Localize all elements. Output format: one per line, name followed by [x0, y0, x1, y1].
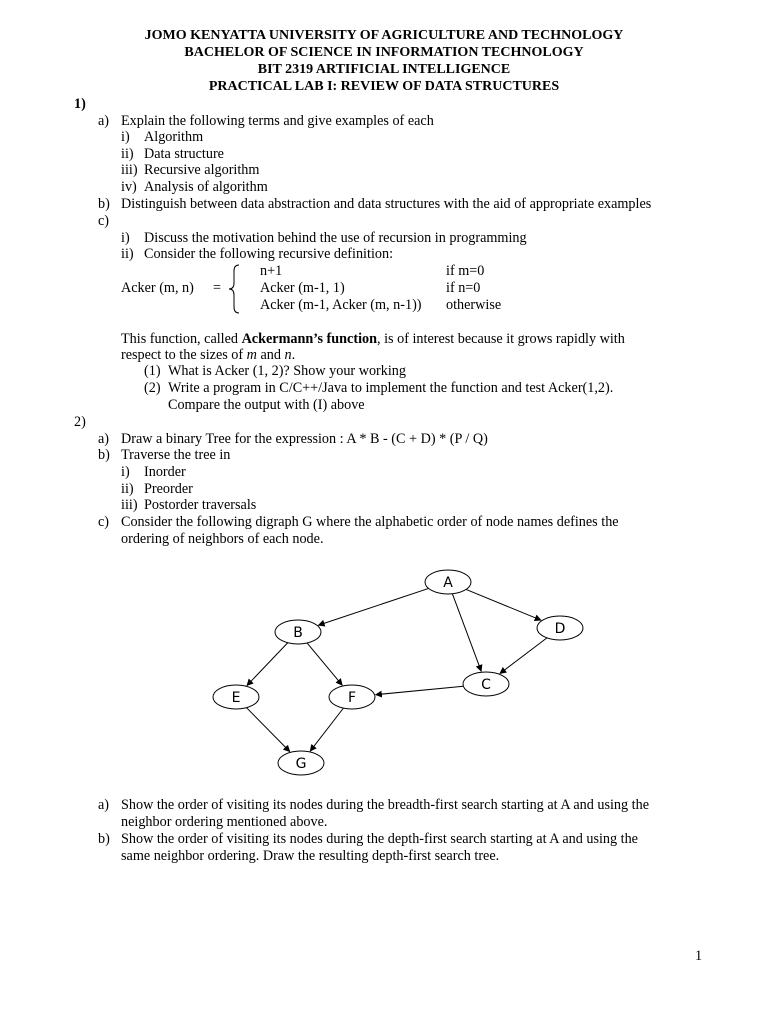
graph-edge-b-f [307, 643, 342, 685]
graph-node-label: C [481, 677, 491, 693]
ackermann-paragraph-line2: respect to the sizes of m and n. [121, 347, 296, 363]
q2c-marker: c) [98, 514, 110, 530]
q2c-text-line2: ordering of neighbors of each node. [121, 531, 324, 547]
definition-equals: = [213, 280, 222, 296]
ackermann-term: Ackermann’s function [241, 331, 378, 347]
definition-case-cond: if n=0 [446, 280, 481, 296]
q2b-item: Preorder [144, 481, 193, 497]
graph-edge-c-f [376, 686, 464, 695]
q2b-item: Postorder traversals [144, 497, 257, 513]
graph-node-b [275, 620, 321, 644]
q1c-item-marker: ii) [121, 246, 134, 262]
question-2-number: 2) [74, 414, 86, 430]
graph-node-label: G [295, 756, 307, 772]
q2c-text-line1: Consider the following digraph G where the alphabetic order of node names defines the [121, 514, 619, 530]
q2a-text: Draw a binary Tree for the expression : A * B - (C + D) * (P / Q) [121, 431, 488, 447]
definition-case-expr: Acker (m-1, 1) [260, 280, 345, 296]
lab-title: PRACTICAL LAB I: REVIEW OF DATA STRUCTURES [208, 79, 560, 94]
q1-sub-marker: (1) [144, 363, 161, 379]
q2-followup-b-line2: same neighbor ordering. Draw the resulting depth-first search tree. [121, 848, 500, 864]
definition-lhs: Acker (m, n) [121, 280, 194, 296]
q2b-text: Traverse the tree in [121, 447, 231, 463]
q2b-marker: b) [98, 447, 110, 463]
university-title: JOMO KENYATTA UNIVERSITY OF AGRICULTURE AND TECHNOLOGY [144, 28, 624, 43]
q2-followup-a-line1: Show the order of visiting its nodes during the breadth-first search starting at A and using the [121, 797, 649, 813]
q2-followup-a-line2: neighbor ordering mentioned above. [121, 814, 328, 830]
q1a-marker: a) [98, 113, 110, 129]
graph-edge-e-g [247, 708, 290, 752]
digraph-g [0, 560, 768, 780]
q1-sub-marker: (2) [144, 380, 161, 396]
q1-sub-text: Write a program in C/C++/Java to implement the function and test Acker(1,2). [168, 380, 614, 396]
graph-edge-a-b [318, 588, 428, 625]
graph-node-label: A [443, 575, 453, 591]
q1a-text: Explain the following terms and give examples of each [121, 113, 434, 129]
q1a-item-marker: iii) [121, 162, 138, 178]
graph-edge-a-c [452, 594, 481, 672]
q1b-text: Distinguish between data abstraction and data structures with the aid of appropriate examples [121, 196, 652, 212]
graph-node-e [213, 685, 259, 709]
graph-node-a [425, 570, 471, 594]
graph-edge-b-e [247, 643, 288, 686]
definition-case-cond: otherwise [446, 297, 502, 313]
q2a-marker: a) [98, 431, 110, 447]
q2-followup-b-marker: b) [98, 831, 110, 847]
q2-followup-a-marker: a) [98, 797, 110, 813]
definition-case-expr: Acker (m-1, Acker (m, n-1)) [260, 297, 422, 313]
q1a-item: Algorithm [144, 129, 204, 145]
q1a-item-marker: ii) [121, 146, 134, 162]
q1a-item-marker: i) [121, 129, 130, 145]
graph-node-d [537, 616, 583, 640]
q2b-item: Inorder [144, 464, 186, 480]
q1c-marker: c) [98, 213, 110, 229]
q2b-item-marker: ii) [121, 481, 134, 497]
graph-node-label: B [293, 625, 303, 641]
graph-edge-d-c [500, 638, 547, 674]
q1a-item: Recursive algorithm [144, 162, 260, 178]
q2b-item-marker: iii) [121, 497, 138, 513]
q1a-item-marker: iv) [121, 179, 137, 195]
q1a-item: Analysis of algorithm [144, 179, 268, 195]
q2-followup-b-line1: Show the order of visiting its nodes during the depth-first search starting at A and using the [121, 831, 638, 847]
graph-node-c [463, 672, 509, 696]
q1c-item: Discuss the motivation behind the use of recursion in programming [144, 230, 527, 246]
q1c-item: Consider the following recursive definition: [144, 246, 394, 262]
graph-edges [247, 588, 547, 751]
graph-node-label: E [231, 690, 241, 706]
q1a-item: Data structure [144, 146, 224, 162]
q1-sub-text: What is Acker (1, 2)? Show your working [168, 363, 406, 379]
course-title: BIT 2319 ARTIFICIAL INTELLIGENCE [257, 62, 511, 77]
definition-case-expr: n+1 [260, 263, 283, 279]
graph-node-label: D [554, 621, 566, 637]
question-1-number: 1) [74, 96, 86, 112]
graph-nodes [213, 570, 583, 775]
programme-title: BACHELOR OF SCIENCE IN INFORMATION TECHNOLOGY [184, 45, 584, 60]
graph-node-f [329, 685, 375, 709]
brace-icon [226, 263, 242, 315]
page-number: 1 [695, 948, 703, 964]
graph-node-label: F [347, 690, 357, 706]
q1b-marker: b) [98, 196, 110, 212]
q1c-item-marker: i) [121, 230, 130, 246]
graph-edge-a-d [466, 589, 541, 620]
graph-node-g [278, 751, 324, 775]
ackermann-paragraph-line1: This function, called Ackermann’s function, is of interest because it grows rapidly with [121, 331, 625, 347]
definition-case-cond: if m=0 [446, 263, 485, 279]
graph-edge-f-g [310, 708, 343, 751]
q2b-item-marker: i) [121, 464, 130, 480]
q1-sub-text-cont: Compare the output with (I) above [168, 397, 365, 413]
